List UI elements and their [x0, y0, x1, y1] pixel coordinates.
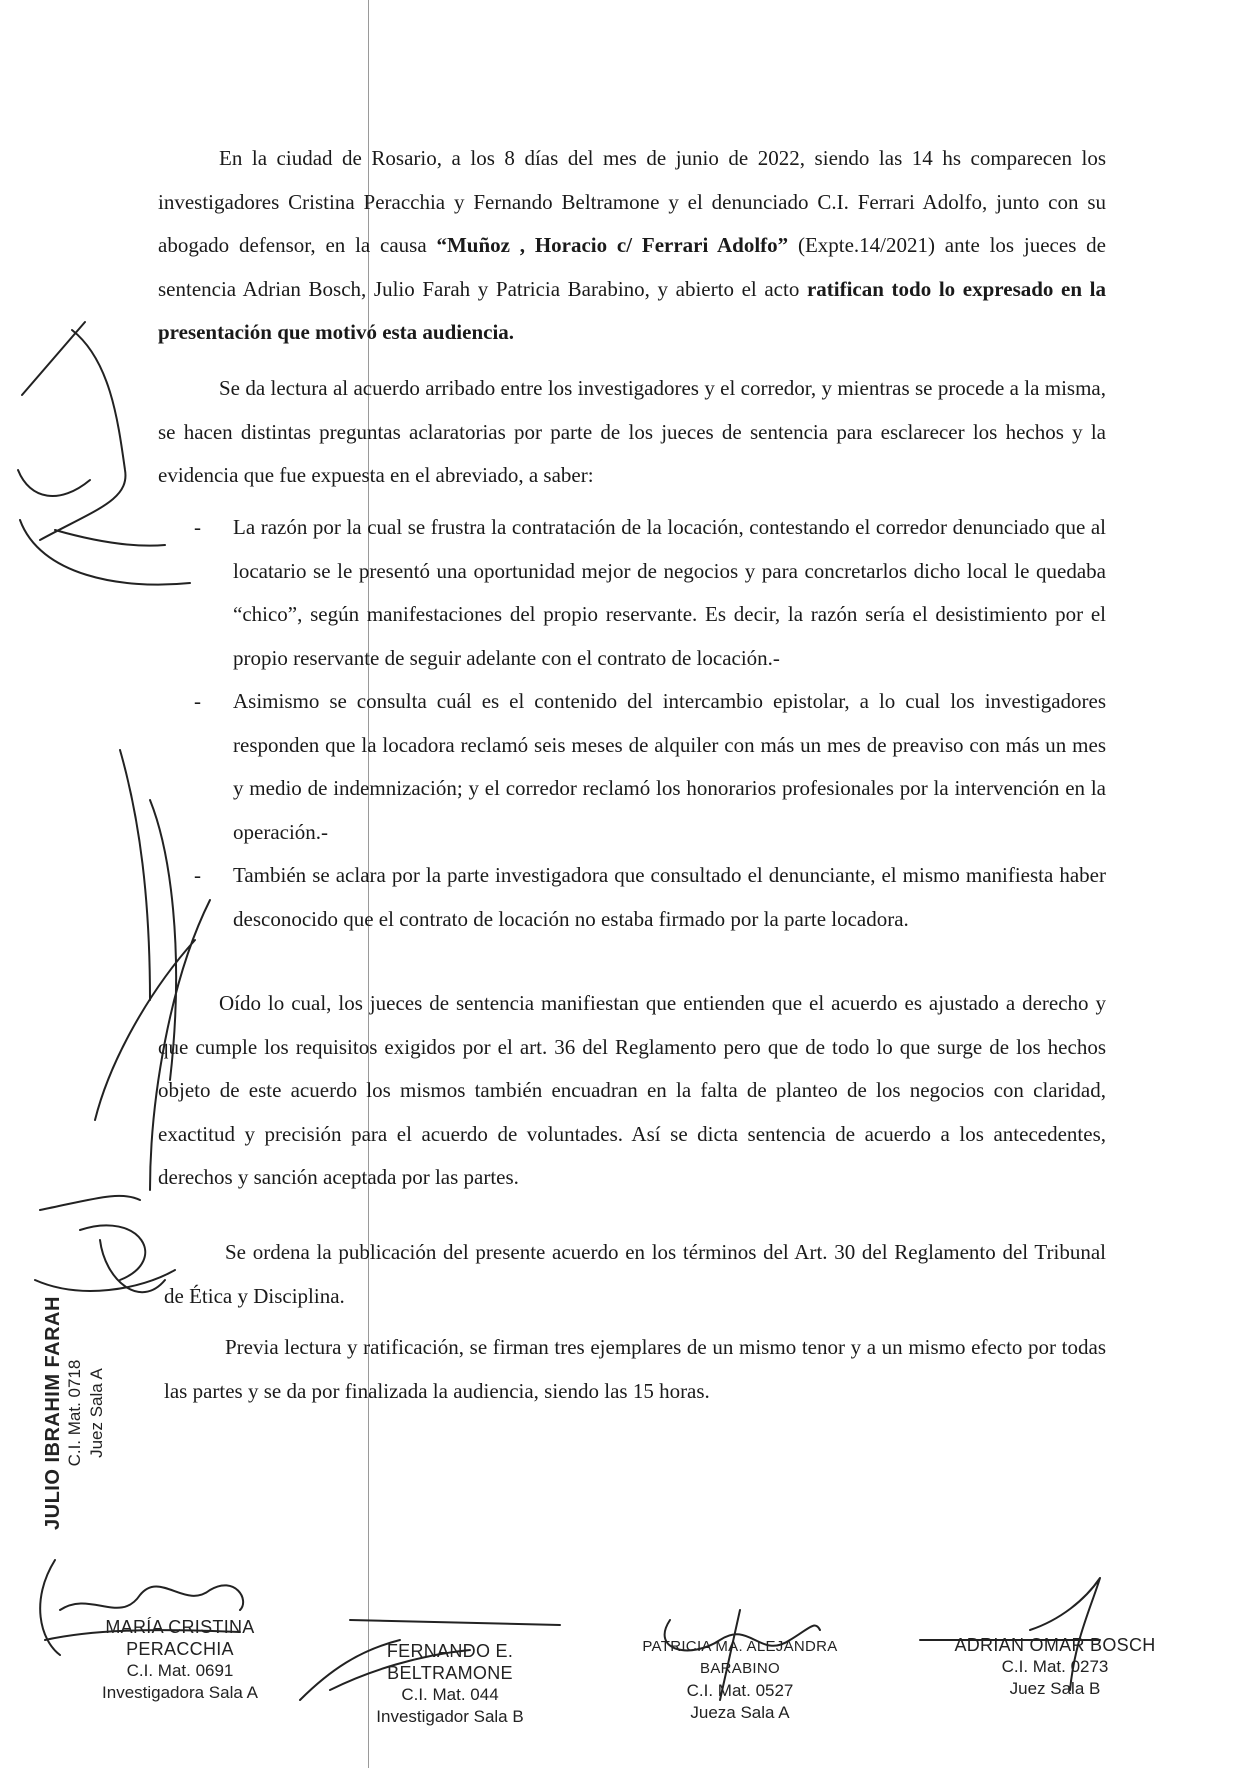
margin-signature-top — [18, 322, 190, 585]
ratification-text: ratifican todo lo expresado en la presentación que motivó esta audiencia. — [158, 276, 1106, 344]
paragraph-publication: Se ordena la publicación del presente acuerdo en los términos del Art. 30 del Reglamento del Tribunal de Ética y Disciplina. — [164, 1240, 1106, 1308]
paragraph-reading: Se da lectura al acuerdo arribado entre los investigadores y el corredor, y mientras se procede a la misma, se hacen distintas preguntas aclaratorias por parte de los jueces de sentencia para esclarecer los hechos y la evidencia que fue expuesta en el abreviado, a saber: — [158, 376, 1106, 487]
opening-text-2: (Expte.14/2021) ante los jueces de sentencia Adrian Bosch, Julio Farah y Patricia Barabino, y abierto el acto — [158, 233, 1106, 301]
side-signature-stamp: JULIO IBRAHIM FARAH C.I. Mat. 0718 Juez Sala A — [42, 1296, 106, 1530]
signature-scribble-peracchia — [40, 1560, 243, 1655]
list-item: - También se aclara por la parte investigadora que consultado el denunciante, el mismo manifiesta haber desconocido que el contrato de locación no estaba firmado por la parte locadora. — [194, 863, 1106, 931]
list-item: - Asimismo se consulta cuál es el contenido del intercambio epistolar, a lo cual los investigadores responden que la locadora reclamó seis meses de alquiler con más un mes de preaviso con más un mes y medio de indemnización; y el corredor reclamó los honorarios profesionales por la intervención en la operación.- — [194, 689, 1106, 844]
signature-block-beltramone: FERNANDO E. BELTRAMONE C.I. Mat. 044 Investigador Sala B — [376, 1641, 524, 1726]
signature-scribble-barabino — [665, 1610, 820, 1700]
signature-block-barabino: PATRICIA MA. ALEJANDRA BARABINO C.I. Mat. 0527 Jueza Sala A — [642, 1638, 838, 1722]
paragraph-closing: Previa lectura y ratificación, se firman tres ejemplares de un mismo tenor y a un mismo efecto por todas las partes y se da por finalizada la audiencia, siendo las 15 horas. — [164, 1335, 1106, 1403]
margin-signature-low — [35, 1196, 175, 1292]
signature-scribble-bosch — [920, 1578, 1100, 1690]
opening-text-1: En la ciudad de Rosario, a los 8 días del mes de junio de 2022, siendo las 14 hs comparecen los investigadores Cristina Peracchia y Fernando Beltramone y el denunciado C.I. Ferrari Adolfo, junto con su abogado defensor, en la causa — [158, 146, 1106, 257]
margin-signature-mid — [95, 750, 210, 1190]
paragraph-ruling: Oído lo cual, los jueces de sentencia manifiestan que entienden que el acuerdo es ajustado a derecho y que cumple los requisitos exigidos por el art. 36 del Reglamento pero que de todo lo que surge de los hechos objeto de este acuerdo los mismos también encuadran en la falta de planteo de los negocios con claridad, exactitud y precisión para el acuerdo de voluntades. Así se dicta sentencia de acuerdo a los antecedentes, derechos y sanción aceptada por las partes. — [158, 991, 1106, 1189]
signature-block-peracchia: MARÍA CRISTINA PERACCHIA C.I. Mat. 0691 Investigadora Sala A — [102, 1617, 258, 1702]
list-item: - La razón por la cual se frustra la contratación de la locación, contestando el corredor denunciado que al locatario se le presentó una oportunidad mejor de negocios y para concretarlos dicho local le quedaba “chico”, según manifestaciones del propio reservante. Es decir, la razón sería el desistimiento por el propio reservante de seguir adelante con el contrato de locación.- — [194, 515, 1106, 670]
case-title: “Muñoz , Horacio c/ Ferrari Adolfo” — [436, 233, 789, 257]
signature-block-bosch: ADRIAN OMAR BOSCH C.I. Mat. 0273 Juez Sala B — [954, 1635, 1156, 1698]
signature-scribble-beltramone — [300, 1620, 560, 1700]
